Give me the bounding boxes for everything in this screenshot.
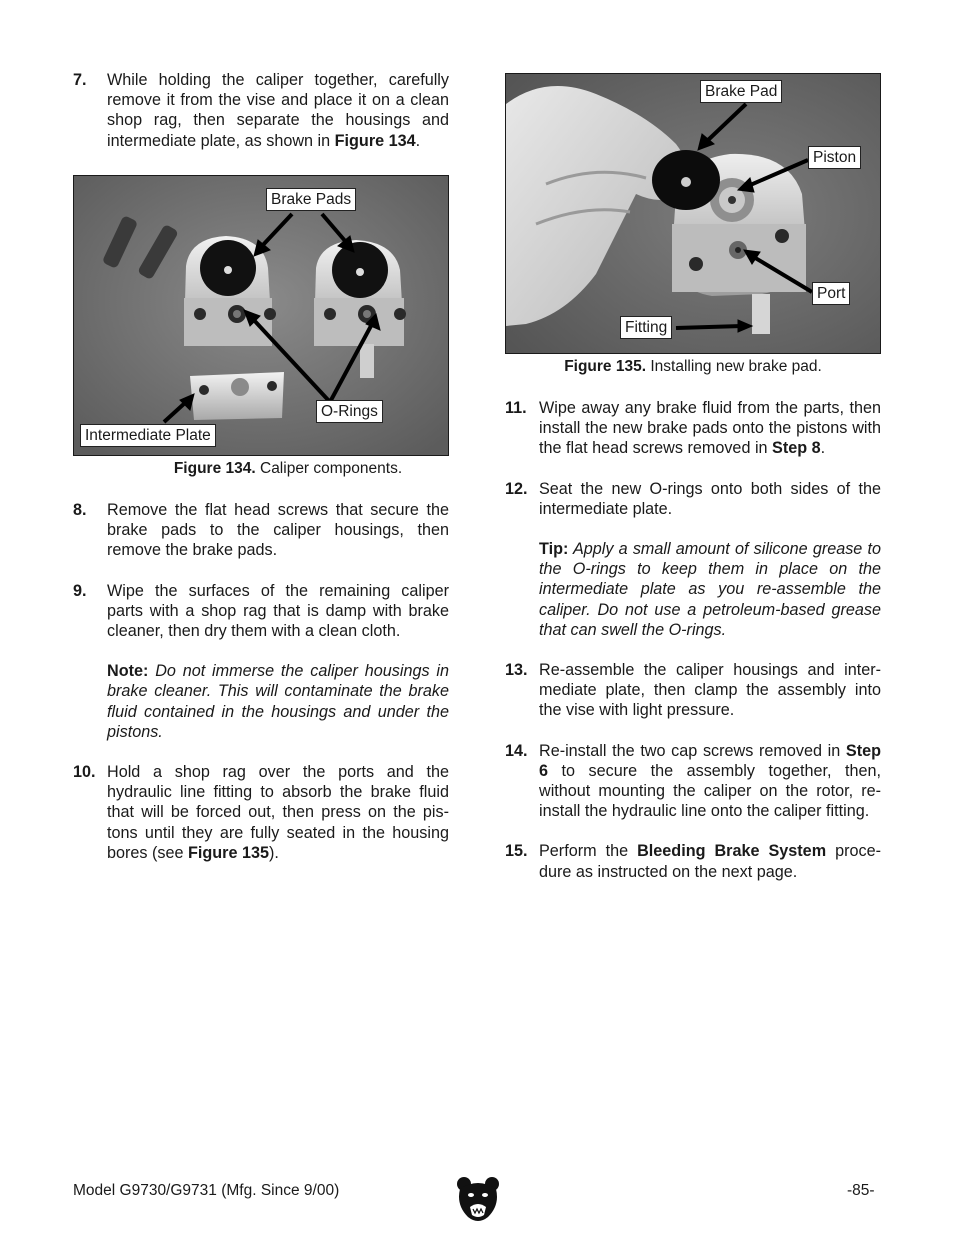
- step-text: Re-install the two cap screws removed in: [539, 741, 846, 760]
- tip-label: Tip:: [539, 540, 569, 559]
- step-text-end: .: [820, 439, 826, 458]
- callout-port: Port: [812, 282, 850, 305]
- caliper-components-photo: [74, 176, 448, 455]
- step-number: 9.: [73, 581, 87, 600]
- footer-model: Model G9730/G9731 (Mfg. Since 9/00): [73, 1182, 340, 1199]
- figure-reference: Figure 135: [187, 843, 269, 862]
- callout-intermediate-plate: Intermediate Plate: [80, 424, 216, 447]
- figure-135-photo: [505, 73, 881, 354]
- step-text: Wipe away any brake fluid from the parts, then install the new brake pads onto the pistons with the flat head screws removed in: [539, 399, 881, 458]
- bear-logo-icon: [456, 1175, 500, 1223]
- step-10: [73, 762, 449, 863]
- callout-brake-pads: Brake Pads: [266, 188, 356, 211]
- figure-reference: Figure 134: [334, 131, 416, 150]
- figure-135-caption: [505, 357, 881, 377]
- caption-label: Figure 134.: [173, 460, 256, 477]
- callout-piston: Piston: [808, 146, 861, 169]
- step-number: 15.: [505, 842, 528, 861]
- callout-fitting: Fitting: [620, 316, 672, 339]
- step-7: [73, 70, 449, 151]
- step-text-end: ).: [268, 843, 279, 862]
- caption-text: Caliper components.: [255, 460, 403, 477]
- figure-134-caption: [73, 459, 503, 479]
- tip-text: Apply a small amount of silicone grease to the O-rings to keep them in place on the intermediate plate as you re-assemble the caliper. Do not use a petroleum-based grease that can swell the O-rings.: [539, 540, 881, 639]
- step-text: Remove the flat head screws that secure the brake pads to the caliper housings, then remove the brake pads.: [107, 501, 449, 560]
- step-number: 13.: [505, 661, 528, 680]
- step-number: 14.: [505, 741, 528, 760]
- step-12: [505, 479, 881, 519]
- step-text: Perform the: [539, 842, 638, 861]
- procedure-reference: Bleeding Brake System: [637, 842, 827, 861]
- step-number: 7.: [73, 71, 87, 89]
- step-number: 10.: [73, 763, 96, 782]
- step-11: [505, 398, 881, 459]
- caption-text: Installing new brake pad.: [646, 358, 822, 375]
- step-reference: Step 8: [772, 439, 821, 458]
- caption-label: Figure 135.: [564, 358, 647, 375]
- step-reference: Step 6: [539, 741, 881, 780]
- installing-brake-pad-photo: [506, 74, 880, 353]
- tip-block: [505, 539, 881, 640]
- note-block: [73, 661, 449, 742]
- step-9: [73, 581, 449, 642]
- callout-brake-pad: Brake Pad: [700, 80, 782, 103]
- step-text-end: to secure the assembly together, then, without mounting the caliper on the rotor, re-install the hydraulic line onto the caliper fitting.: [539, 761, 881, 821]
- step-number: 8.: [73, 501, 87, 519]
- step-14: [505, 741, 881, 822]
- step-13: [505, 660, 881, 721]
- callout-o-rings: O-Rings: [316, 400, 383, 423]
- step-text: Hold a shop rag over the ports and the hydraulic line fitting to absorb the brake fluid that will be forced out, then press on the pis-tons until they are fully seated in the housing bores (see: [107, 763, 449, 862]
- step-text: Wipe the surfaces of the remaining caliper parts with a shop rag that is damp with brake cleaner, then dry them with a clean cloth.: [107, 581, 449, 641]
- note-text: Do not immerse the caliper housings in brake cleaner. This will contaminate the brake fluid contained in the housings and under the pistons.: [107, 662, 449, 741]
- step-text: Re-assemble the caliper housings and inter-mediate plate, then clamp the assembly into the vise with light pressure.: [539, 661, 881, 720]
- step-15: [505, 841, 881, 881]
- footer-page-number: -85-: [847, 1182, 875, 1199]
- step-text-end: proce-dure as instructed on the next page.: [539, 842, 881, 881]
- step-number: 11.: [505, 399, 527, 417]
- note-label: Note:: [107, 662, 149, 681]
- step-text: Seat the new O-rings onto both sides of the intermediate plate.: [539, 479, 881, 518]
- step-8: [73, 500, 449, 561]
- figure-134-photo: [73, 175, 449, 456]
- step-text: While holding the caliper together, carefully remove it from the vise and place it on a clean shop rag, then separate the housings and intermediate plate, as shown in: [107, 71, 449, 150]
- step-text-end: .: [415, 131, 421, 150]
- step-number: 12.: [505, 479, 528, 498]
